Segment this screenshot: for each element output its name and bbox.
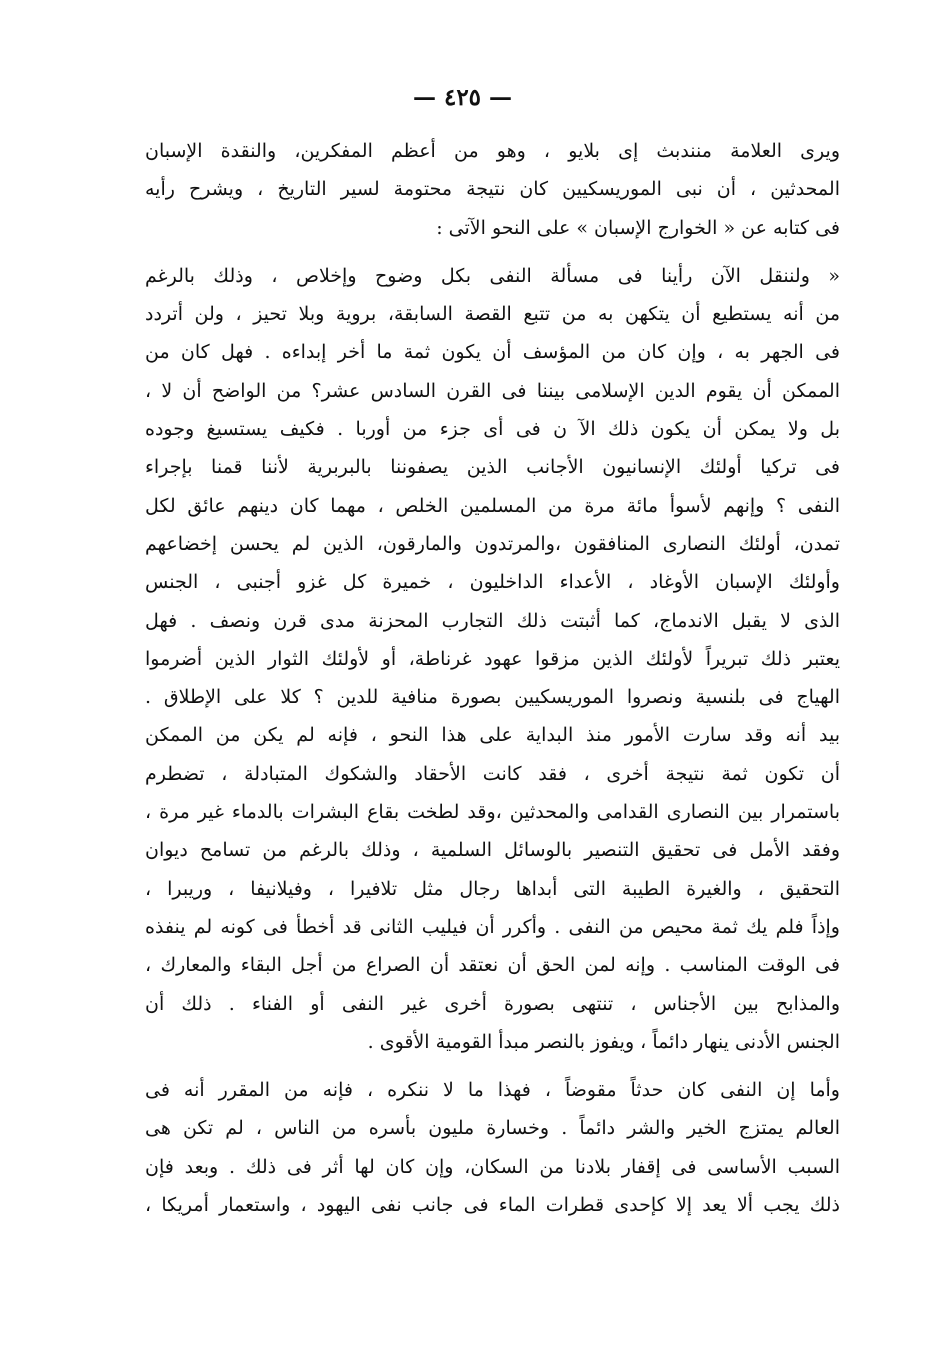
body-text (145, 132, 840, 1224)
text-line: فى الوقت المناسب . وإنه لمن الحق أن نعتقد أن الصراع من أجل البقاء والمعارك ، (145, 954, 840, 977)
text-line: العالم يمتزج الخير والشر دائماً . وخسارة مليون بأسره من الناس ، لم تكن هى (145, 1117, 840, 1140)
text-line: باستمرار بين النصارى القدامى والمحدثين ،وقد لطخت بقاع البشرات بالدماء غير مرة ، (145, 801, 840, 824)
text-line: وفقد الأمل فى تحقيق التنصير بالوسائل السلمية ، وذلك بالرغم من تسامح ديوان (145, 839, 840, 862)
text-line: بيد أنه وقد سارت الأمور منذ البداية على هذا النحو ، فإنه لم يكن من الممكن (145, 724, 840, 747)
text-line: والمذابح بين الأجناس ، تنتهى بصورة أخرى غير النفى أو الفناء . ذلك أن (145, 992, 840, 1015)
text-line: النفى ؟ وإنهم لأسوأ مائة مرة من المسلمين الخلص ، مهما كان دينهم عائق لكل (145, 494, 840, 517)
text-line: بل ولا يمكن أن يكون ذلك الآ ن فى أى جزء من أوربا . فكيف يستسيغ وجوده (145, 418, 840, 441)
text-line: الذى لا يقبل الاندماج، كما أثبتت ذلك التجارب المحزنة مدى قرن ونصف . فهل (145, 609, 840, 632)
text-line: « ولننقل الآن رأينا فى مسألة النفى بكل وضوح وإخلاص ، وذلك بالرغم (145, 264, 840, 287)
text-line: فى الجهر به ، وإن كان من المؤسف أن يكون ثمة ما أخر إبداءه . فهل كان من (145, 341, 840, 364)
text-line: التحقيق ، والغيرة الطيبة التى أبداها رجال مثل تلافيرا ، وفيلانيفا ، وريبرا ، (145, 877, 840, 900)
text-line: الهياج فى بلنسية ونصروا الموريسكيين بصورة منافية للدين ؟ كلا على الإطلاق . (145, 686, 840, 709)
text-line: فى كتابه عن « الخوارج الإسبان » على النحو الآتى : (436, 216, 840, 239)
paragraph-2-quotation (145, 257, 840, 1061)
paragraph-3 (145, 1071, 840, 1224)
text-line: وإذاً فلم يك ثمة محيص من النفى . وأكرر أن فيليب الثانى قد أخطأ فى كونه لم ينفذه (145, 915, 840, 938)
text-line: تمدن، أولئك النصارى المنافقون ،والمرتدون والمارقون، الذين لم يحسن إخضاعهم (145, 532, 840, 555)
text-line: المحدثين ، أن نبى الموريسكيين كان نتيجة محتومة لسير التاريخ ، ويشرح رأيه (145, 178, 840, 201)
text-line: السبب الأساسى فى إقفار بلادنا من السكان، وإن كان لها أثر فى ذلك . وبعد فإن (145, 1155, 840, 1178)
text-line: وأما إن النفى كان حدثاً مقوضاً ، فهذا ما لا ننكره ، فإنه من المقرر أنه فى (145, 1079, 840, 1102)
page-number: — ٤٢٥ — (412, 84, 513, 111)
text-line: الممكن أن يقوم الدين الإسلامى بيننا فى القرن السادس عشر؟ من الواضح أن لا ، (145, 379, 840, 402)
text-line: أن تكون ثمة نتيجة أخرى ، فقد كانت الأحقاد والشكوك المتبادلة ، تضطرم (145, 762, 840, 785)
text-line: الجنس الأدنى ينهار دائماً ، ويفوز بالنصر مبدأ القومية الأقوى . (367, 1030, 840, 1053)
text-line: ذلك يجب ألا يعد إلا كإحدى قطرات الماء فى جانب نفى اليهود ، واستعمار أمريكا ، (145, 1194, 840, 1217)
text-line: من أنه يستطيع أن يتكهن به من تتبع القصة السابقة، بروية وبلا تحيز ، ولن أتردد (145, 303, 840, 326)
text-line: يعتبر ذلك تبريراً لأولئك الذين مزقوا عهود غرناطة، أو لأولئك الثوار الذين أضرموا (145, 647, 840, 670)
paragraph-1 (145, 132, 840, 247)
text-line: ويرى العلامة منندبث إى بلايو ، وهو من أعظم المفكرين، والنقدة الإسبان (145, 140, 840, 162)
text-line: وأولئك الإسبان الأوغاد ، الأعداء الداخليون ، خميرة كل غزو أجنبى ، الجنس (145, 571, 840, 594)
text-line: فى تركيا أولئك الإنسانيون الأجانب الذين يصفوننا بالبربرية لأننا قمنا بإجراء (145, 456, 840, 479)
